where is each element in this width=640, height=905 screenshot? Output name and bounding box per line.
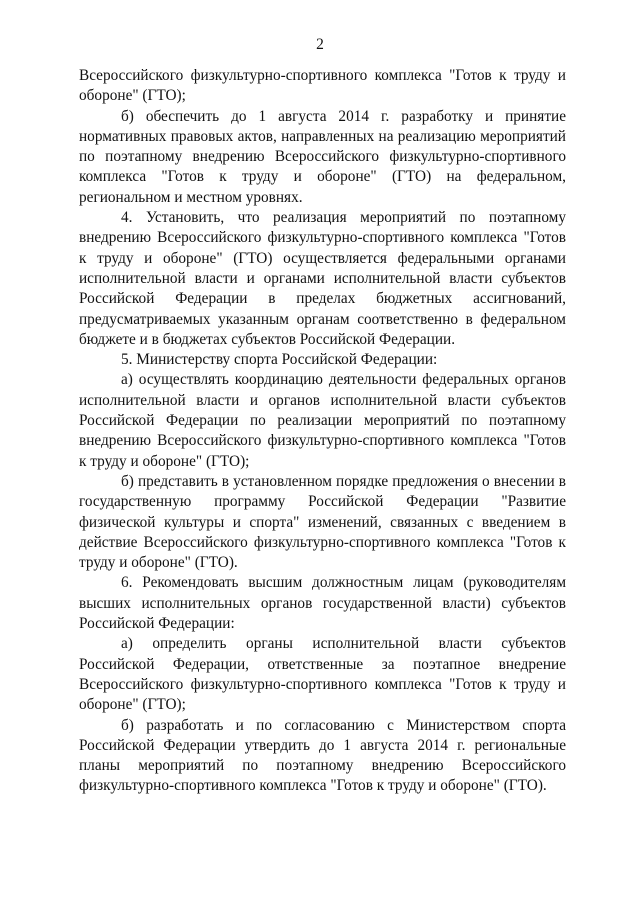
paragraph-section-6b: б) разработать и по согласованию с Министерством спорта Российской Федерации утвердить до 1 августа 2014 г. региональные планы мероприятий по поэтапному внедрению Всероссийского физкультурно-спортивного комплекса "Готов к труду и обороне" (ГТО).	[79, 716, 566, 795]
paragraph-section-4: 4. Установить, что реализация мероприятий по поэтапному внедрению Всероссийского физкультурно-спортивного комплекса "Готов к труду и обороне" (ГТО) осуществляется федеральными органами исполнительной власти и органами исполнительной власти субъектов Российской Федерации в пределах бюджетных ассигнований, предусматриваемых указанным органам соответственно в федеральном бюджете и в бюджетах субъектов Российской Федерации.	[79, 209, 566, 348]
paragraph-item-b-normative-acts: б) обеспечить до 1 августа 2014 г. разработку и принятие нормативных правовых актов, направленных на реализацию мероприятий по поэтапному внедрению Всероссийского физкультурно-спортивного комплекса "Готов к труду и обороне" (ГТО) на федеральном, региональном и местном уровнях.	[79, 107, 566, 206]
paragraph-section-5: 5. Министерству спорта Российской Федерации:	[121, 351, 438, 369]
paragraph-continuation: Всероссийского физкультурно-спортивного комплекса "Готов к труду и обороне" (ГТО);	[79, 67, 566, 105]
paragraph-section-6a: а) определить органы исполнительной власти субъектов Российской Федерации, ответственные за поэтапное внедрение Всероссийского физкультурно-спортивного комплекса "Готов к труду и обороне" (ГТО);	[79, 635, 566, 714]
paragraph-section-5b: б) представить в установленном порядке предложения о внесении в государственную программу Российской Федерации "Развитие физической культуры и спорта" изменений, связанных с введением в действие Всероссийского физкультурно-спортивного комплекса "Готов к труду и обороне" (ГТО).	[79, 472, 566, 572]
paragraph-section-5a: а) осуществлять координацию деятельности федеральных органов исполнительной власти и органов исполнительной власти субъектов Российской Федерации по реализации мероприятий по поэтапному внедрению Всероссийского физкультурно-спортивного комплекса "Готов к труду и обороне" (ГТО);	[79, 371, 566, 470]
document-body	[79, 66, 566, 797]
paragraph-section-6: 6. Рекомендовать высшим должностным лицам (руководителям высших исполнительных органов государственной власти) субъектов Российской Федерации:	[79, 574, 566, 633]
page-number: 2	[316, 36, 324, 53]
